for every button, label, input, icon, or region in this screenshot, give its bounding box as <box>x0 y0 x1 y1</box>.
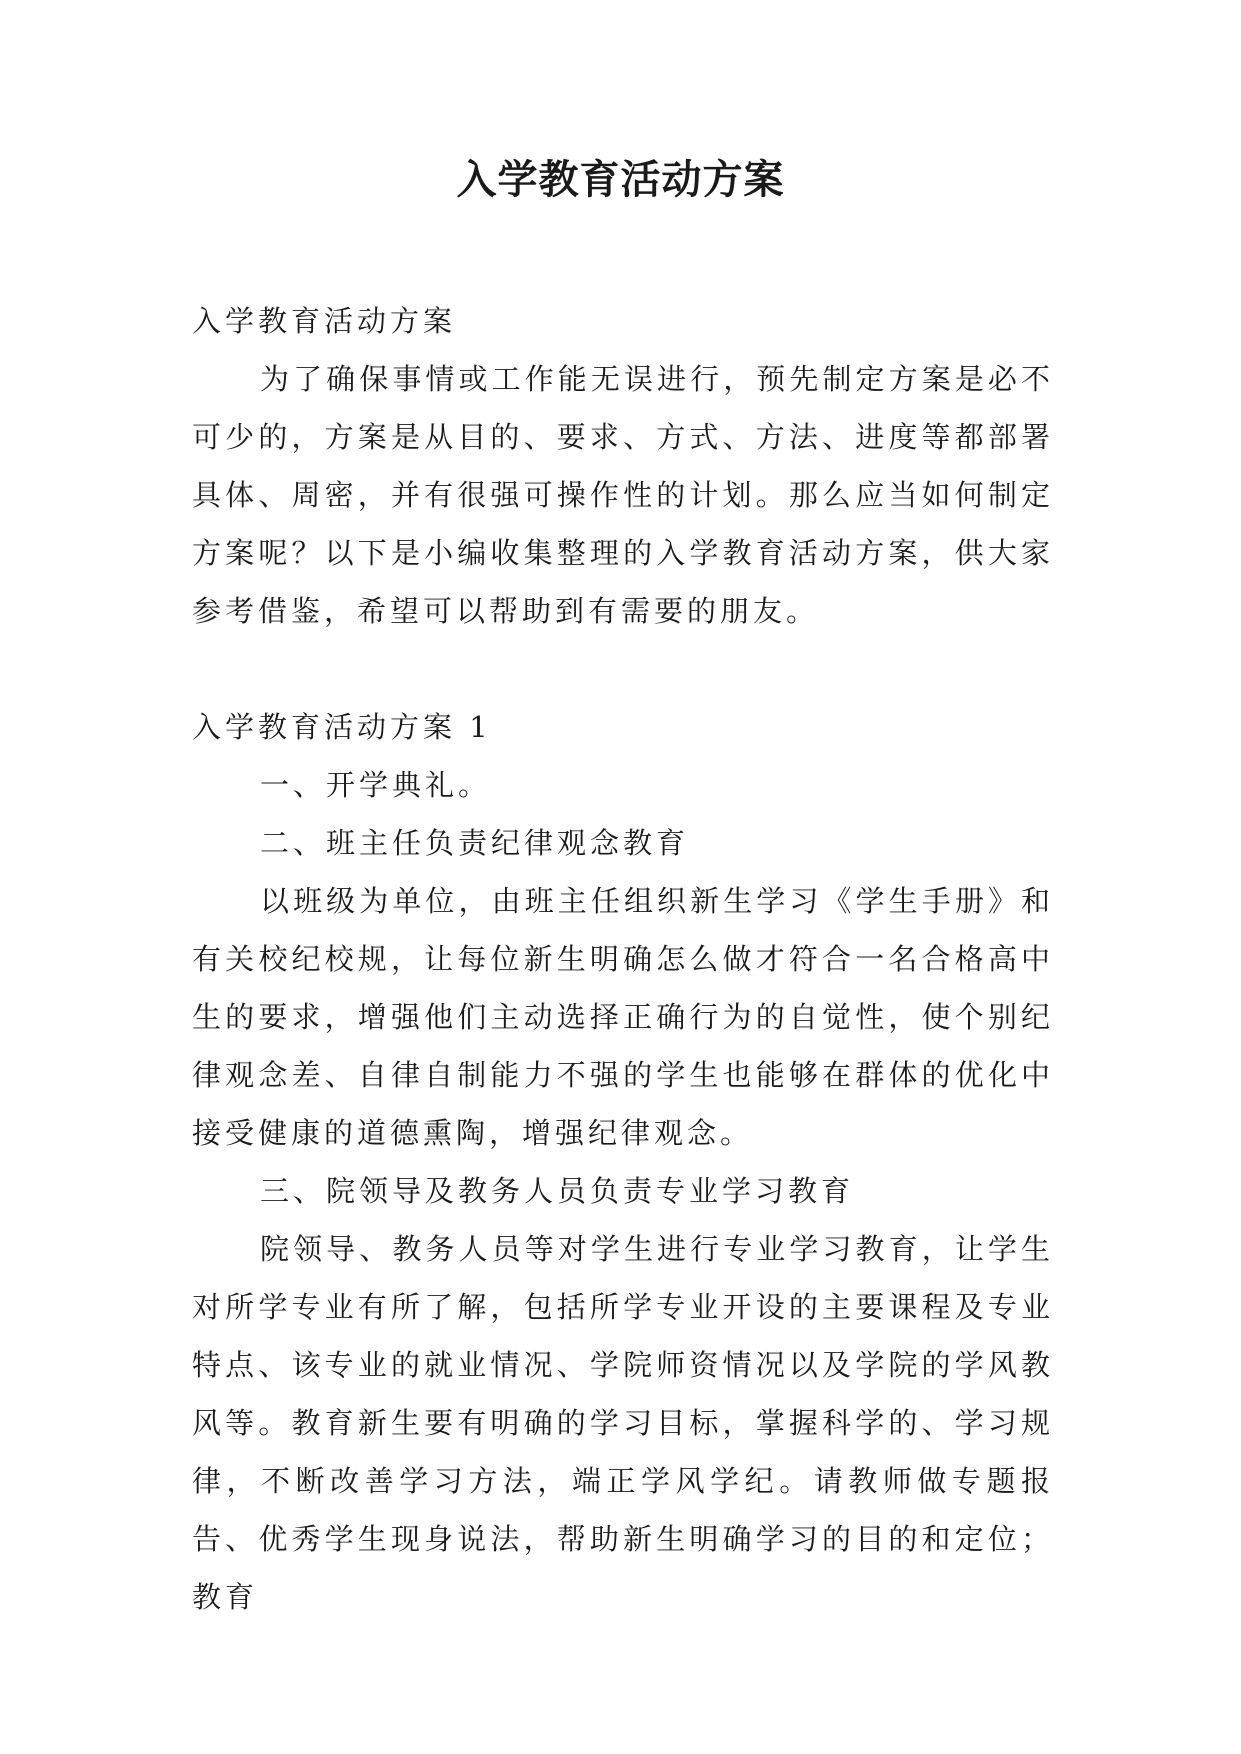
document-title: 入学教育活动方案 <box>456 156 785 203</box>
list-item-professional-education: 三、院领导及教务人员负责专业学习教育 <box>260 1174 855 1208</box>
paragraph-spacer <box>192 640 1054 698</box>
subtitle: 入学教育活动方案 <box>192 304 457 338</box>
list-item-opening-ceremony: 一、开学典礼。 <box>260 768 492 802</box>
section-heading: 入学教育活动方案 1 <box>192 710 492 744</box>
intro-paragraph: 为了确保事情或工作能无误进行，预先制定方案是必不可少的，方案是从目的、要求、方式、方法、进度等都部署具体、周密，并有很强可操作性的计划。那么应当如何制定方案呢？以下是小编收集整理的入学教育活动方案，供大家参考借鉴，希望可以帮助到有需要的朋友。 <box>192 362 1054 628</box>
list-item-discipline-education: 二、班主任负责纪律观念教育 <box>260 826 690 860</box>
document-body <box>192 292 1054 1626</box>
discipline-education-paragraph: 以班级为单位，由班主任组织新生学习《学生手册》和有关校纪校规，让每位新生明确怎么做才符合一名合格高中生的要求，增强他们主动选择正确行为的自觉性，使个别纪律观念差、自律自制能力不强的学生也能够在群体的优化中接受健康的道德熏陶，增强纪律观念。 <box>192 884 1054 1150</box>
professional-education-paragraph: 院领导、教务人员等对学生进行专业学习教育，让学生对所学专业有所了解，包括所学专业开设的主要课程及专业特点、该专业的就业情况、学院师资情况以及学院的学风教风等。教育新生要有明确的学习目标，掌握科学的、学习规律，不断改善学习方法，端正学风学纪。请教师做专题报告、优秀学生现身说法，帮助新生明确学习的目的和定位；教育 <box>192 1232 1054 1614</box>
